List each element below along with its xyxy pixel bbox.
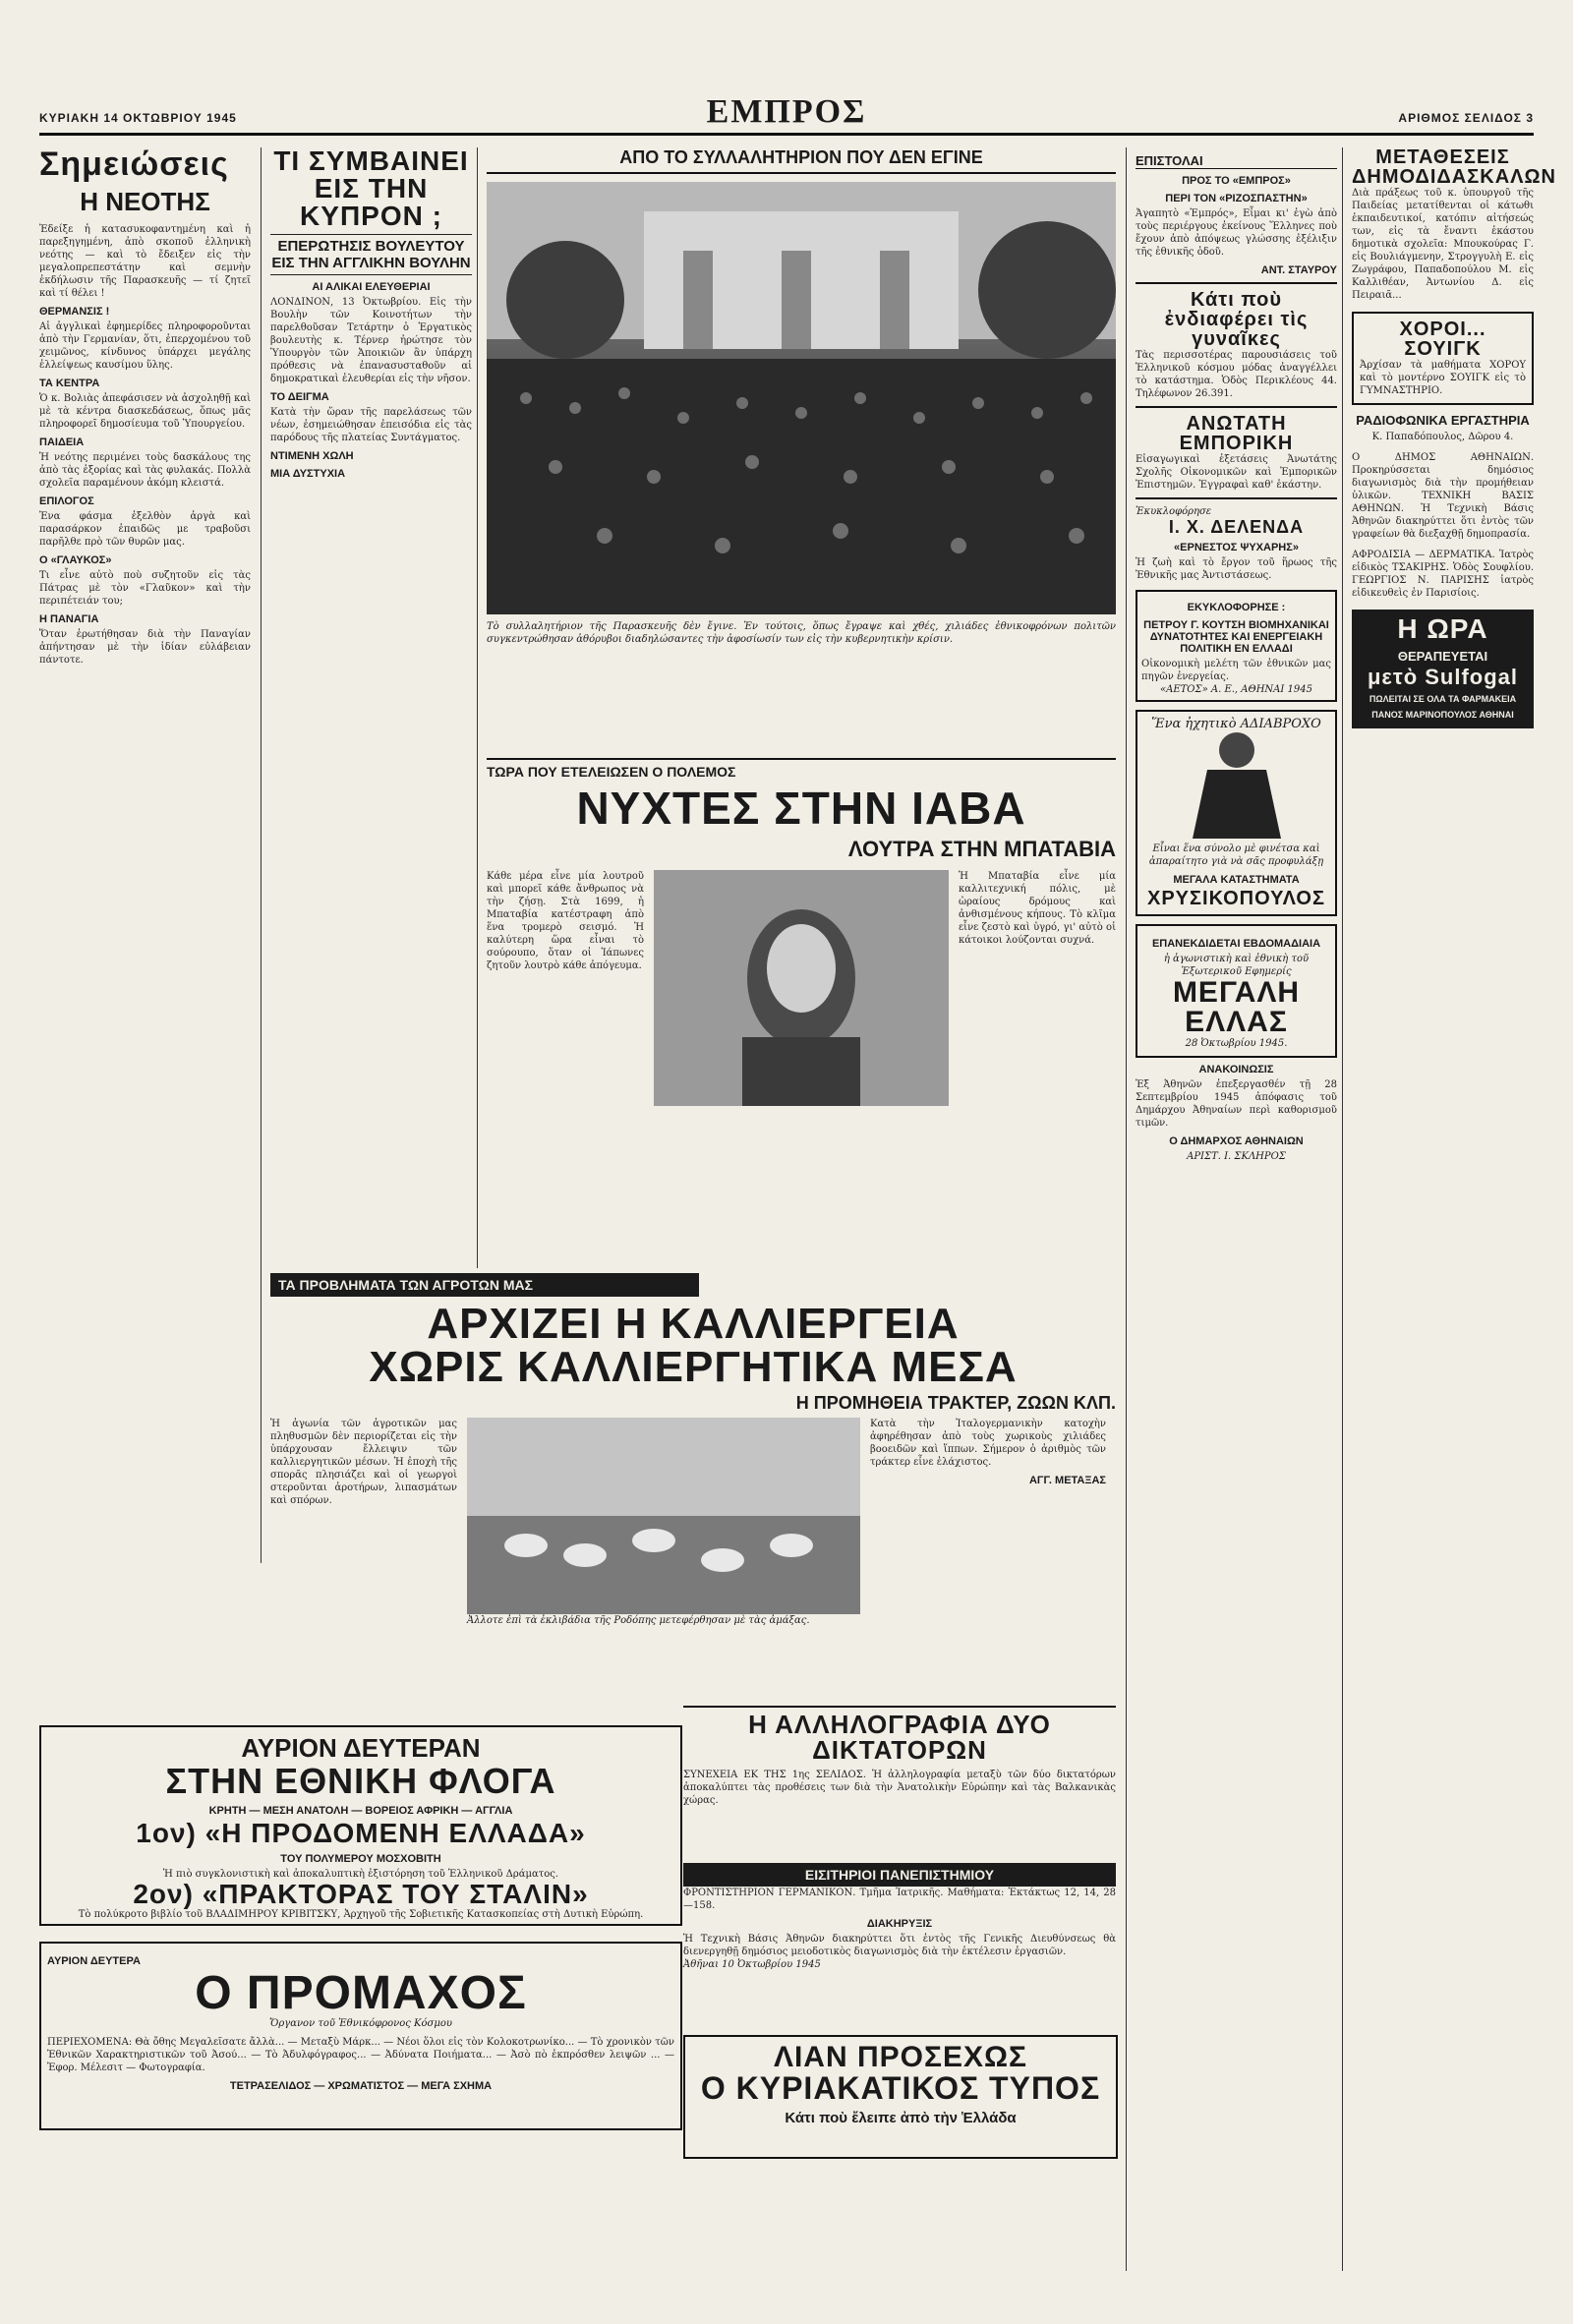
book-title: ΠΕΤΡΟΥ Γ. ΚΟΥΤΣΗ ΒΙΟΜΗΧΑΝΙΚΑΙ ΔΥΝΑΤΟΤΗΤΕΣ ΚΑΙ ΕΝΕΡΓΕΙΑΚΗ ΠΟΛΙΤΙΚΗ ΕΝ ΕΛΛΑΔΙ [1143,619,1329,655]
notes-sec5: Τι εἶνε αὐτὸ ποὺ συζητοῦν εἰς τὰς Πάτρας μὲ τὸν «Γλαῦκον» καὶ τὴν περιπέτειάν του; [39,570,251,607]
iava-photo-graphic [654,870,949,1106]
weekly-label: ΕΠΑΝΕΚΔΙΔΕΤΑΙ ΕΒΔΟΜΑΔΙΑΙΑ [1151,938,1321,950]
university-section [683,1863,1116,2010]
dance-body: Ἀρχίσαν τὰ μαθήματα ΧΟΡΟΥ καὶ τὸ μοντέρνο ΣΟΥΙΓΚ εἰς τὸ ΓΥΜΝΑΣΤΗΡΙΟ. [1360,360,1526,396]
notes-sec5-title: Ο «ΓΛΑΥΚΟΣ» [39,554,112,566]
umbrella-brand: ΧΡΥΣΙΚΟΠΟΥΛΟΣ [1147,888,1325,909]
iava-subtitle: ΛΟΥΤΡΑ ΣΤΗΝ ΜΠΑΤΑΒΙΑ [847,837,1116,861]
farmers-banner: ΤΑ ΠΡΟΒΛΗΜΑΤΑ ΤΩΝ ΑΓΡΟΤΩΝ ΜΑΣ [270,1273,699,1297]
column-letters [1136,147,1337,2271]
farmers-photo-graphic [467,1418,860,1614]
floga-line2: ΣΤΗΝ ΕΘΝΙΚΗ ΦΛΟΓΑ [165,1761,556,1801]
notes-sec1-title: ΘΕΡΜΑΝΣΙΣ ! [39,306,110,318]
university-body: ΦΡΟΝΤΙΣΤΗΡΙΟΝ ΓΕΡΜΑΝΙΚΟΝ. Τμῆμα Ἰατρικῆς. Μαθήματα: Ἐκτάκτως 12, 14, 28—158. [683,1888,1116,1911]
ad-line3: ΠΩΛΕΙΤΑΙ ΣΕ ΟΛΑ ΤΑ ΦΑΡΜΑΚΕΙΑ [1369,694,1517,704]
farmers-title2: ΧΩΡΙΣ ΚΑΛΛΙΕΡΓΗΤΙΚΑ ΜΕΣΑ [369,1343,1018,1391]
ad-line2: μετὸ Sulfogal [1367,665,1519,689]
newspaper-page [39,93,1556,2276]
iava-section [487,752,1116,1244]
floga-item2: 2ον) «ΠΡΑΚΤΟΡΑΣ ΤΟΥ ΣΤΑΛΙΝ» [133,1879,589,1909]
notes-sec1: Αἱ ἀγγλικαὶ ἐφημερίδες πληροφοροῦνται ἀπὸ τὴν Γερμανίαν, ὅτι, ἐπερχομένου τοῦ χειμῶνος, κίνδυνος ὑπάρχει μεγάλης ἐλλείψεως καυσίμου ὕλης. [39,321,251,371]
column-notes [39,147,251,1288]
university-section-title: ΔΙΑΚΗΡΥΞΙΣ [866,1918,933,1930]
column-transfers [1352,146,1556,2271]
ad-brand: Η ΩΡΑ [1397,613,1488,644]
masthead-issue: ΑΡΙΘΜΟΣ ΣΕΛΙΔΟΣ 3 [1398,111,1534,125]
farmers-photo [467,1418,860,1614]
iava-kicker: ΤΩΡΑ ΠΟΥ ΕΤΕΛΕΙΩΣΕΝ Ο ΠΟΛΕΜΟΣ [487,758,1116,780]
farmers-title1: ΑΡΧΙΖΕΙ Η ΚΑΛΛΙΕΡΓΕΙΑ [427,1300,960,1348]
weekly-title: ΜΕΓΑΛΗ ΕΛΛΑΣ [1172,976,1301,1038]
floga-item1: 1ον) «Η ΠΡΟΔΟΜΕΝΗ ΕΛΛΑΔΑ» [136,1818,586,1848]
notes-sec4: Ἐνα φάσμα ἐξελθὸν ἀργὰ καὶ παρασάρκον ἐπαιδῶς με τραβοῦσι παρῆλθε πρὸ τῶν θυρῶν μας. [39,511,251,548]
promachos-label: ΑΥΡΙΟΝ ΔΕΥΤΕΡΑ [47,1955,141,1967]
promachos-title: Ο ΠΡΟΜΑΧΟΣ [195,1967,527,2019]
notices-body2: ΑΦΡΟΔΙΣΙΑ — ΔΕΡΜΑΤΙΚΑ. Ἰατρὸς εἰδικὸς ΤΣΑΚΙΡΗΣ. Ὁδὸς Σουφλίου. ΓΕΩΡΓΙΟΣ Ν. ΠΑΡΙΣΗΣ ἰατρὸς εἰδικευθεὶς ἐν Παρισίοις. [1352,550,1534,599]
pub-label: Ἐκυκλοφόρησε [1136,506,1212,517]
cyprus-title: ΤΙ ΣΥΜΒΑΙΝΕΙ ΕΙΣ ΤΗΝ ΚΥΠΡΟΝ ; [273,145,469,231]
transfers-body: Διὰ πράξεως τοῦ κ. ὑπουργοῦ τῆς Παιδείας μετατίθενται οἱ κάτωθι ἐκπαιδευτικοί, κατόπιν αἰτήσεώς των, εἰς τὰ ἔναντι ἑκάστου δημοτικὰ σχολεῖα: Μπουκούρας Γ. εἰς Βουλιάγμενην, Στρογγυλὴ Ε. εἰς Ζωγράφου, Παπαδοπούλου Μ. εἰς Καλλιθέαν, Ἀντωνίου Δ. εἰς Πειραιᾶ... [1352,188,1534,301]
cyprus-body: ΛΟΝΔΙΝΟΝ, 13 Ὀκτωβρίου. Εἰς τὴν Βουλὴν τῶν Κοινοτήτων τὴν παρελθοῦσαν Τετάρτην ὁ Ἐργατικὸς βουλευτὴς κ. Τέρνερ ἠρώτησε τὸν Ὑπουργὸν τῶν Ἀποικιῶν ἂν ὑπάρχη πρόθεσις νὰ ἐπανασυσταθοῦν αἱ δημοκρατικαὶ ἐλευθερίαι εἰς τὴν νῆσον. [270,297,472,384]
umbrella-title: Ἕνα ἠχητικὸ ΑΔΙΑΒΡΟΧΟ [1151,717,1321,731]
mayor-title: Ο ΔΗΜΑΡΧΟΣ ΑΘΗΝΑΙΩΝ [1169,1135,1304,1147]
letters-to: ΠΡΟΣ ΤΟ «ΕΜΠΡΟΣ» [1182,175,1291,187]
floga-item1-desc: Ἡ πιὸ συγκλονιστικὴ καὶ ἀποκαλυπτικὴ ἐξιστόρηση τοῦ Ἑλληνικοῦ Δράματος. [162,1869,559,1880]
letters-sign: ΑΝΤ. ΣΤΑΥΡΟΥ [1260,264,1337,276]
school-body: Εἰσαγωγικαὶ ἐξετάσεις Ἀνωτάτης Σχολῆς Οἰκονομικῶν καὶ Ἐμπορικῶν Ἐπιστημῶν. Ἐγγραφαὶ καθ' ἑκάστην. [1136,454,1337,491]
radio-title: ΡΑΔΙΟΦΩΝΙΚΑ ΕΡΓΑΣΤΗΡΙΑ [1356,413,1530,428]
book-sign: «ΑΕΤΟΣ» Α. Ε., ΑΘΗΝΑΙ 1945 [1160,684,1312,695]
fashion-body: Τὰς περισσοτέρας παρουσιάσεις τοῦ Ἑλληνικοῦ κόσμου μόδας ἀναγγέλλει τὸ κατάστημα. Ὁδὸς Περικλέους 44. Τηλέφωνον 26.391. [1136,350,1337,399]
floga-item1-sub: ΤΟΥ ΠΟΛΥΜΕΡΟΥ ΜΟΣΧΟΒΙΤΗ [280,1853,441,1865]
notes-sec3: Ἡ νεότης περιμένει τοὺς δασκάλους της ἀπὸ τὰς ἐξορίας καὶ τὰς φυλακάς. Πολλὰ σχολεῖα παραμένουν ἀκόμη κλειστά. [39,452,251,489]
notes-sec3-title: ΠΑΙΔΕΙΑ [39,436,85,448]
iava-photo [654,870,949,1106]
column-cyprus [270,147,472,1268]
university-sign: Ἀθῆναι 10 Ὀκτωβρίου 1945 [683,1959,821,1970]
floga-ad [39,1725,682,1926]
notices-body: Ο ΔΗΜΟΣ ΑΘΗΝΑΙΩΝ. Προκηρύσσεται δημόσιος διαγωνισμὸς διὰ τὴν προμήθειαν ὑλικῶν. ΤΕΧΝΙΚΗ ΒΑΣΙΣ ΑΘΗΝΩΝ. Ἡ Τεχνικὴ Βάσις Ἀθηνῶν διακηρύττει ὅτι ἐντὸς τῶν γραφείων θὰ διεξαχθῇ δημοπρασία. [1352,452,1534,540]
ad-line4: ΠΑΝΟΣ ΜΑΡΙΝΟΠΟΥΛΟΣ ΑΘΗΝΑΙ [1371,710,1514,720]
school-title: ΑΝΩΤΑΤΗ ΕΜΠΟΡΙΚΗ [1179,413,1294,454]
rally-title: ΑΠΟ ΤΟ ΣΥΛΛΑΛΗΤΗΡΙΟΝ ΠΟΥ ΔΕΝ ΕΓΙΝΕ [487,147,1116,174]
typos-line3: Κάτι ποὺ ἔλειπε ἀπὸ τὴν Ἑλλάδα [785,2110,1017,2126]
ad-line1: ΘΕΡΑΠΕΥΕΤΑΙ [1397,649,1488,664]
promachos-ad [39,1942,682,2130]
notes-sec6: Ὅταν ἐρωτήθησαν διὰ τὴν Παναγίαν ἀπήντησαν μὲ τὴν ἰδίαν εὐλάβειαν πάντοτε. [39,629,251,666]
iava-body: Κάθε μέρα εἶνε μία λουτροῦ καὶ μπορεῖ κάθε ἄνθρωπος νὰ τὴν ζήσῃ. Στὰ 1699, ἡ Μπαταβία κατέστραφη ἀπὸ ἕνα τρομερὸ σεισμό. Ἡ καλύτερη ὥρα εἶναι τὸ σούρουπο, ὅταν οἱ Ἰάπωνες ζητοῦν λουτρὸ κάθε ἀπόγευμα. [487,871,644,971]
notes-header: Σημειώσεις [39,145,229,183]
rally-caption: Τὸ συλλαλητήριον τῆς Παρασκευῆς δὲν ἔγινε. Ἐν τούτοις, ὅπως ἔγραψε καὶ χθές, χιλιάδες ἐθνικοφρόνων πολιτῶν συγκεντρώθησαν ἀθόρυβοι διαδηλώσαντες τὴν ἀφοσίωσίν των εἰς τὴν κυβερνητικὴν κρίσιν. [487,621,1116,645]
notice-title: ΑΝΑΚΟΙΝΩΣΙΣ [1198,1064,1274,1075]
farmers-subtitle: Η ΠΡΟΜΗΘΕΙΑ ΤΡΑΚΤΕΡ, ΖΩΩΝ ΚΛΠ. [795,1393,1116,1413]
notes-sec4-title: ΕΠΙΛΟΓΟΣ [39,495,94,507]
iava-body2: Ἡ Μπαταβία εἶνε μία καλλιτεχνική πόλις, μὲ ὡραίους δρόμους καὶ ἀνθισμένους κήπους. Τὸ κλῖμα εἶνε ζεστὸ καὶ ὑγρό, γι' αὐτὸ οἱ κάτοικοι λούζονται συχνά. [959,871,1116,946]
typos-ad [683,2035,1118,2159]
rally-photo-graphic [487,182,1116,614]
notice-body: Ἐξ Ἀθηνῶν ἐπεξεργασθέν τῇ 28 Σεπτεμβρίου 1945 ἀπόφασις τοῦ Δημάρχου Ἀθηναίων περὶ καθορισμοῦ τιμῶν. [1136,1079,1337,1129]
pub-author: Ι. Χ. ΔΕΛΕΝΔΑ [1168,517,1305,537]
cyprus-body2: Κατὰ τὴν ὥραν τῆς παρελάσεως τῶν νέων, ἐσημειώθησαν ἐπεισόδια εἰς τὰς παρόδους τῆς πλατείας Συντάγματος. [270,407,472,443]
farmers-body2: Κατὰ τὴν Ἰταλογερμανικὴν κατοχὴν ἀφηρέθησαν ἀπὸ τοὺς χωρικοὺς χιλιάδες βοοειδῶν καὶ ἵππων. Σήμερον ὁ ἀριθμὸς τῶν τράκτερ εἶνε ἐλάχιστος. [870,1419,1106,1468]
farmers-body: Ἡ ἀγωνία τῶν ἀγροτικῶν μας πληθυσμῶν δὲν περιορίζεται εἰς τὴν ὑπάρχουσαν ἔλλειψιν τῶν καλλιεργητικῶν μέσων. Ἡ ἐποχὴ τῆς σπορᾶς πλησιάζει καὶ οἱ γεωργοὶ στεροῦνται ἀροτήρων, λιπασμάτων καὶ σπόρων. [270,1419,457,1506]
weekly-date: 28 Ὀκτωβρίου 1945. [1185,1038,1288,1049]
masthead-title: ΕΜΠΡΟΣ [706,93,867,130]
iava-title: ΝΥΧΤΕΣ ΣΤΗΝ ΙΑΒΑ [576,783,1026,834]
floga-regions: ΚΡΗΤΗ — ΜΕΣΗ ΑΝΑΤΟΛΗ — ΒΟΡΕΙΟΣ ΑΦΡΙΚΗ — ΑΓΓΛΙΑ [208,1805,513,1817]
cyprus-sec-c: ΜΙΑ ΔΥΣΤΥΧΙΑ [270,468,346,480]
pub-title: «ΕΡΝΕΣΤΟΣ ΨΥΧΑΡΗΣ» [1174,542,1299,553]
farmers-author: ΑΓΓ. ΜΕΤΑΞΑΣ [1028,1475,1106,1486]
typos-line2: Ο ΚΥΡΙΑΚΑΤΙΚΟΣ ΤΥΠΟΣ [700,2070,1101,2106]
pub-body: Ἡ ζωὴ καὶ τὸ ἔργον τοῦ ἥρωος τῆς Ἐθνικῆς μας Ἀντιστάσεως. [1136,557,1337,581]
farmers-section [270,1273,1116,1696]
notes-sec6-title: Η ΠΑΝΑΓΙΑ [39,613,99,625]
notes-sec2: Ὁ κ. Βολιὰς ἀπεφάσισεν νὰ ἀσχοληθῇ καὶ μὲ τὰ κέντρα διασκεδάσεως, ὅπως μᾶς πληροφορεῖ δημοσίευμα τοῦ Ὑπουργείου. [39,393,251,430]
letters-subject: ΠΕΡΙ ΤΟΝ «ΡΙΖΟΣΠΑΣΤΗΝ» [1165,193,1308,204]
umbrella-text: Εἶναι ἕνα σύνολο μὲ φινέτσα καὶ ἀπαραίτητο γιὰ νὰ σᾶς προφυλάξῃ [1148,843,1324,867]
radio-body: Κ. Παπαδόπουλος, Δῶρου 4. [1371,432,1514,442]
cyprus-dateline: ΑΙ ΑΛΙΚΑΙ ΕΛΕΥΘΕΡΙΑΙ [312,281,431,293]
transfers-header: ΜΕΤΑΘΕΣΕΙΣ ΔΗΜΟΔΙΔΑΣΚΑΛΩΝ [1352,146,1556,188]
mayor-sign: ΑΡΙΣΤ. Ι. ΣΚΛΗΡΟΣ [1187,1151,1286,1162]
cyprus-subtitle: ΕΠΕΡΩΤΗΣΙΣ ΒΟΥΛΕΥΤΟΥ ΕΙΣ ΤΗΝ ΑΓΓΛΙΚΗΝ ΒΟΥΛΗΝ [270,234,472,275]
floga-line1: ΑΥΡΙΟΝ ΔΕΥΤΕΡΑΝ [241,1733,481,1763]
letters-body: Ἀγαπητὸ «Ἐμπρός», Εἶμαι κι' ἐγὼ ἀπὸ τοὺς περιέργους ἐκείνους Ἕλληνες ποὺ ἔχουν ἀπὸ ἀπόψεως γλώσσης ἐξέλιξιν τῆς ἐθνικῆς ὁδοῦ. [1136,208,1337,258]
masthead [39,93,1534,136]
promachos-footer: ΤΕΤΡΑΣΕΛΙΔΟΣ — ΧΡΩΜΑΤΙΣΤΟΣ — ΜΕΓΑ ΣΧΗΜΑ [229,2080,493,2092]
rally-photo [487,182,1116,614]
typos-line1: ΛΙΑΝ ΠΡΟΣΕΧΩΣ [773,2041,1028,2073]
promachos-contents: ΠΕΡΙΕΧΟΜΕΝΑ: Θὰ ὄθης Μεγαλεῖσατε ἄλλὰ... — Μεταξὺ Μάρκ... — Νέοι ὅλοι εἰς τὸν Κολοκοτρωνίκο... — Τὸ χρονικὸν τῶν Ἐθνικῶν Χαρακτηριστικῶν τοῦ Ἀσού... — Τὸ Ἀδυλφόγραφος... — Ἀδύνατα Ποιήματα... — Ἀσὸ πὸ ἐκπρόσθεν λειψῶν ... — Ἐφορ. Μέλεσιτ — Φωτογραφία. [47,2037,674,2073]
cyprus-sec-b: ΝΤΙΜΕΝΗ ΧΩΛΗ [270,450,354,462]
rally-section [487,147,1116,737]
umbrella-shop: ΜΕΓΑΛΑ ΚΑΤΑΣΤΗΜΑΤΑ [1173,874,1300,886]
farmers-photo-caption: Ἀλλοτε ἐπὶ τὰ ἐκλιβάδια τῆς Ροδόπης μετεφέρθησαν μὲ τὰς ἀμάξας. [467,1615,810,1626]
floga-item2-desc: Τὸ πολύκροτο βιβλίο τοῦ ΒΛΑΔΙΜΗΡΟΥ ΚΡΙΒΙΤΣΚΥ, Ἀρχηγοῦ τῆς Σοβιετικῆς Κατασκοπείας στὴ Δυτικὴ Εὐρώπη. [78,1909,644,1920]
dictators-title: Η ΑΛΛΗΛΟΓΡΑΦΙΑ ΔΥΟ ΔΙΚΤΑΤΟΡΩΝ [683,1706,1116,1763]
notes-intro: Ἐδείξε ἡ κατασυκοφαντημένη καὶ ἡ παρεξηγημένη, ἀπὸ σκοποῦ ἑλληνικὴ νεότης — καὶ τὸ ἔδειξεν εἰς τὴν μεγαλοπρεπεστάτην καὶ σεμνὴν ἐκδήλωσιν τῆς Παρασκευῆς — τί ζητεῖ καὶ τί θέλει ! [39,224,251,299]
masthead-date: ΚΥΡΙΑΚΗ 14 ΟΚΤΩΒΡΙΟΥ 1945 [39,111,237,125]
university-title: ΕΙΣΙΤΗΡΙΟΙ ΠΑΝΕΠΙΣΤΗΜΙΟΥ [683,1863,1116,1887]
notes-sec2-title: ΤΑ ΚΕΝΤΡΑ [39,378,100,389]
university-body2: Ἡ Τεχνικὴ Βάσις Ἀθηνῶν διακηρύττει ὅτι ἐντὸς τῆς Γενικῆς Διευθύνσεως θὰ διενεργηθῇ δημόσιος μειοδοτικὸς διαγωνισμὸς διὰ τὴν ἐκτέλεσιν ἐργασιῶν. [683,1934,1116,1957]
fashion-title: Κάτι ποὺ ἐνδιαφέρει τὶς γυναῖκες [1164,289,1309,350]
umbrella-figure-icon [1143,730,1330,839]
weekly-sub: ἡ ἀγωνιστικὴ καὶ ἐθνικὴ τοῦ Ἐξωτερικοῦ Εφημερίς [1163,954,1310,977]
notes-subheader: Η ΝΕΟΤΗΣ [80,187,210,216]
dance-title: ΧΟΡΟΙ... ΣΟΥΙΓΚ [1399,319,1486,360]
promachos-tagline: Ὄργανον τοῦ Ἐθνικόφρονος Κόσμου [269,2018,452,2029]
book-body: Οἰκονομικὴ μελέτη τῶν ἐθνικῶν μας πηγῶν ἐνεργείας. [1141,659,1331,682]
dictators-section [683,1706,1116,1843]
book-label: ΕΚΥΚΛΟΦΟΡΗΣΕ : [1187,602,1286,613]
letters-header: ΕΠΙΣΤΟΛΑΙ [1136,153,1337,169]
dictators-body: ΣΥΝΕΧΕΙΑ ΕΚ ΤΗΣ 1ης ΣΕΛΙΔΟΣ. Ἡ ἀλληλογραφία μεταξὺ τῶν δύο δικτατόρων ἀποκαλύπτει τὰς προθέσεις των διὰ τὴν Ἀνατολικὴν Εὐρώπην καὶ τὰς Βαλκανικὰς χώρας. [683,1770,1116,1806]
cyprus-sec-a: ΤΟ ΔΕΙΓΜΑ [270,391,329,403]
